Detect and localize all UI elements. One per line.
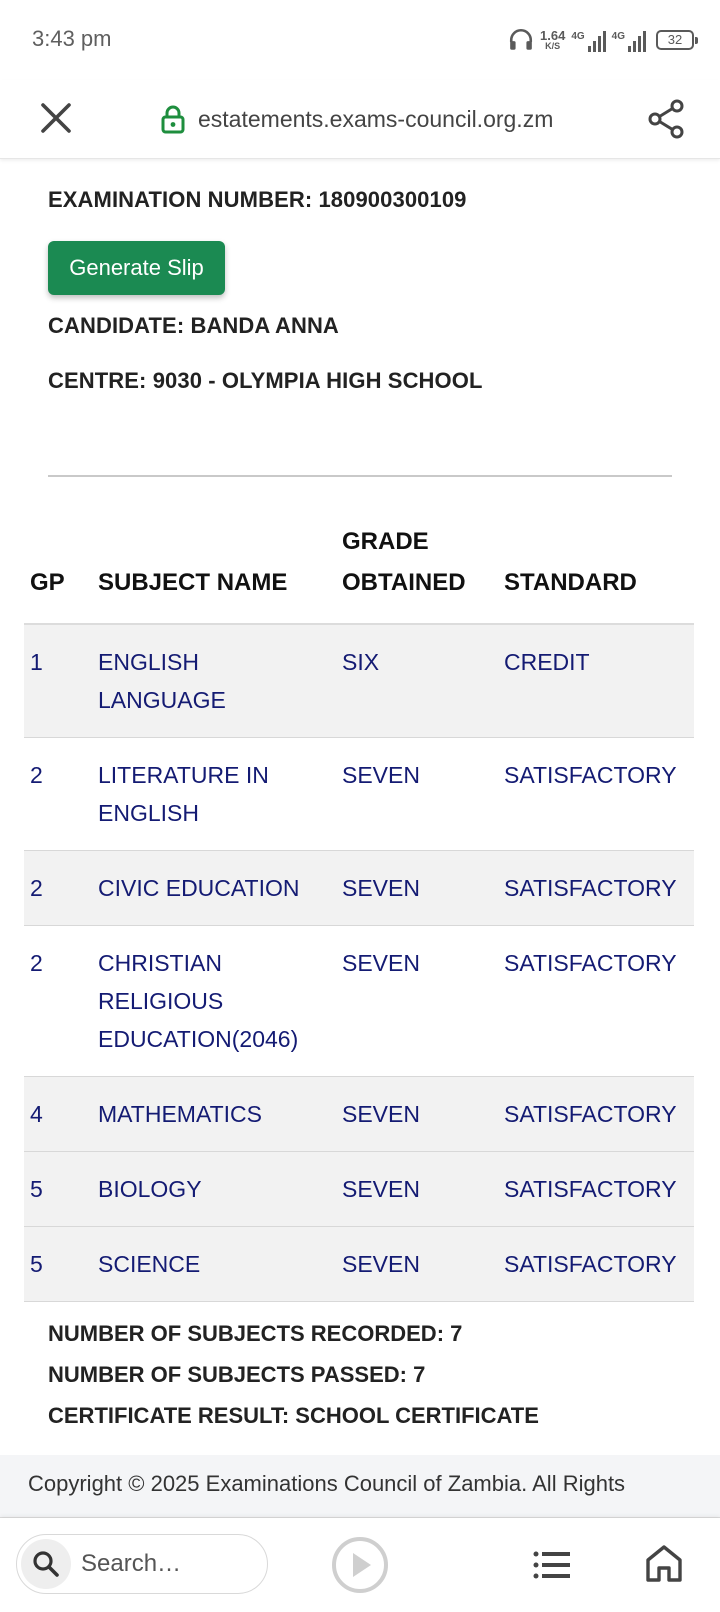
copyright-text: Copyright © 2025 Examinations Council of Zambia. All Rights (28, 1471, 626, 1496)
signal-icon-sim2 (612, 28, 646, 52)
menu-list-button[interactable] (532, 1548, 572, 1582)
network-speed-value: 1.64 (540, 28, 566, 43)
table-row (24, 1227, 694, 1302)
cell-subject: BIOLOGY (92, 1152, 336, 1227)
cell-gp: 2 (24, 738, 92, 851)
cell-standard: CREDIT (498, 624, 694, 738)
section-divider (48, 475, 672, 477)
cell-grade: SEVEN (336, 926, 498, 1077)
cell-subject: CHRISTIAN RELIGIOUS EDUCATION(2046) (92, 926, 336, 1077)
signal-icon-sim1 (571, 28, 605, 52)
page-footer (0, 1455, 720, 1518)
search-icon (32, 1550, 60, 1578)
share-button[interactable] (646, 98, 686, 140)
cell-grade: SEVEN (336, 1227, 498, 1302)
play-icon (331, 1536, 389, 1594)
cell-subject: CIVIC EDUCATION (92, 851, 336, 926)
subjects-recorded: NUMBER OF SUBJECTS RECORDED: 7 (48, 1321, 463, 1346)
browser-bottom-bar (0, 1518, 720, 1612)
candidate-name: CANDIDATE: BANDA ANNA (48, 313, 339, 338)
cell-standard: SATISFACTORY (498, 926, 694, 1077)
sim1-network-label: 4G (571, 31, 585, 42)
header-gp: GP (24, 513, 92, 624)
list-icon (532, 1548, 572, 1582)
cell-grade: SEVEN (336, 738, 498, 851)
table-row (24, 1152, 694, 1227)
table-row (24, 624, 694, 738)
cell-grade: SEVEN (336, 1152, 498, 1227)
battery-icon (656, 30, 694, 50)
play-button[interactable] (331, 1536, 389, 1594)
home-icon (644, 1542, 684, 1584)
browser-toolbar (0, 80, 720, 159)
results-table (24, 513, 694, 1302)
network-speed (540, 29, 565, 51)
network-speed-unit: K/S (545, 41, 561, 51)
cell-gp: 4 (24, 1077, 92, 1152)
header-grade-obtained: GRADE OBTAINED (336, 513, 498, 624)
table-header-row (24, 513, 694, 624)
url-bar[interactable] (160, 100, 553, 138)
cell-standard: SATISFACTORY (498, 1077, 694, 1152)
cell-subject: LITERATURE IN ENGLISH (92, 738, 336, 851)
sim2-network-label: 4G (611, 31, 625, 42)
cell-gp: 5 (24, 1227, 92, 1302)
status-time: 3:43 pm (32, 26, 112, 51)
search-icon-button[interactable] (21, 1539, 71, 1589)
certificate-result: CERTIFICATE RESULT: SCHOOL CERTIFICATE (48, 1403, 539, 1428)
cell-gp: 5 (24, 1152, 92, 1227)
examination-number: EXAMINATION NUMBER: 180900300109 (48, 187, 467, 212)
status-bar (0, 0, 720, 80)
headphones-icon (508, 27, 534, 53)
close-icon (36, 98, 76, 138)
search-input[interactable] (79, 1549, 253, 1579)
url-text: estatements.exams-council.org.zm (198, 105, 554, 132)
share-icon (646, 98, 686, 140)
subjects-passed: NUMBER OF SUBJECTS PASSED: 7 (48, 1362, 426, 1387)
cell-gp: 2 (24, 851, 92, 926)
cell-grade: SEVEN (336, 1077, 498, 1152)
table-row (24, 851, 694, 926)
lock-icon (160, 104, 186, 134)
cell-subject: ENGLISH LANGUAGE (92, 624, 336, 738)
cell-gp: 2 (24, 926, 92, 1077)
home-button[interactable] (644, 1542, 684, 1584)
cell-standard: SATISFACTORY (498, 851, 694, 926)
centre-name: CENTRE: 9030 - OLYMPIA HIGH SCHOOL (48, 368, 483, 393)
table-row (24, 926, 694, 1077)
cell-standard: SATISFACTORY (498, 1152, 694, 1227)
battery-level: 32 (667, 32, 683, 47)
cell-gp: 1 (24, 624, 92, 738)
header-subject-name: SUBJECT NAME (92, 513, 336, 624)
header-standard: STANDARD (498, 513, 694, 624)
cell-standard: SATISFACTORY (498, 738, 694, 851)
search-box[interactable] (16, 1534, 268, 1594)
table-row (24, 738, 694, 851)
table-row (24, 1077, 694, 1152)
close-button[interactable] (36, 98, 76, 138)
generate-slip-button[interactable]: Generate Slip (48, 241, 225, 295)
cell-subject: MATHEMATICS (92, 1077, 336, 1152)
status-icons (508, 24, 694, 56)
cell-standard: SATISFACTORY (498, 1227, 694, 1302)
cell-grade: SIX (336, 624, 498, 738)
cell-subject: SCIENCE (92, 1227, 336, 1302)
cell-grade: SEVEN (336, 851, 498, 926)
